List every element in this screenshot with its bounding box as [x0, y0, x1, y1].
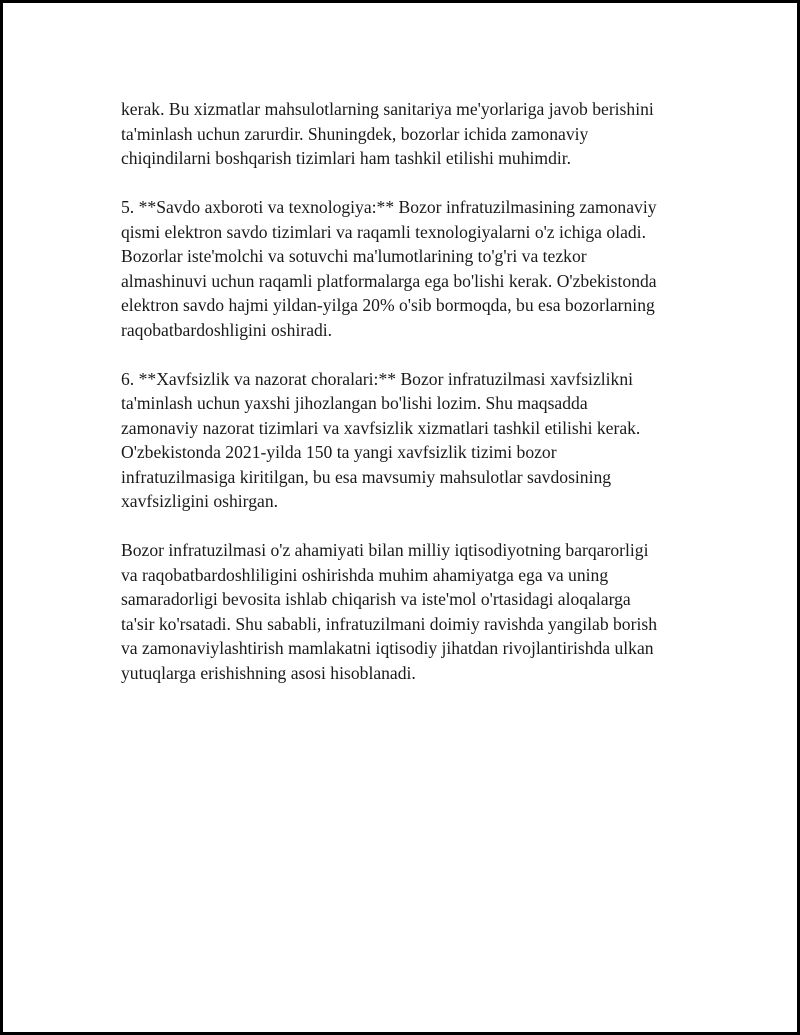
- paragraph-sanitation-continued: [121, 97, 691, 171]
- text-line: ta'minlash uchun zarurdir. Shuningdek, bozorlar ichida zamonaviy: [121, 123, 589, 144]
- text-line: Bozorlar iste'molchi va sotuvchi ma'lumotlarining to'g'ri va tezkor: [121, 246, 587, 266]
- text-line: yutuqlarga erishishning asosi hisoblanadi.: [121, 662, 416, 683]
- text-line: samaradorligi bevosita ishlab chiqarish va iste'mol o'rtasidagi aloqalarga: [121, 589, 631, 609]
- text-line: 5. **Savdo axboroti va texnologiya:** Bozor infratuzilmasining zamonaviy: [121, 197, 657, 217]
- text-line: infratuzilmasiga kiritilgan, bu esa mavsumiy mahsulotlar savdosining: [121, 466, 612, 487]
- text-line: xavfsizligini oshirgan.: [121, 491, 279, 511]
- text-line: 6. **Xavfsizlik va nazorat choralari:** Bozor infratuzilmasi xavfsizlikni: [121, 368, 634, 389]
- paragraph-trade-information-technology: [121, 195, 691, 342]
- text-line: O'zbekistonda 2021-yilda 150 ta yangi xavfsizlik tizimi bozor: [121, 442, 557, 462]
- paragraph-security-control: [121, 367, 691, 514]
- text-line: qismi elektron savdo tizimlari va raqamli texnologiyalarni o'z ichiga oladi.: [121, 221, 646, 242]
- text-line: va zamonaviylashtirish mamlakatni iqtisodiy jihatdan rivojlantirishda ulkan: [121, 638, 654, 658]
- text-line: Bozor infratuzilmasi o'z ahamiyati bilan milliy iqtisodiyotning barqarorligi: [121, 540, 649, 560]
- paragraph-conclusion: [121, 538, 691, 685]
- text-line: ta'minlash uchun yaxshi jihozlangan bo'lishi lozim. Shu maqsadda: [121, 393, 588, 413]
- text-line: almashinuvi uchun raqamli platformalarga ega bo'lishi kerak. O'zbekistonda: [121, 270, 657, 291]
- text-line: kerak. Bu xizmatlar mahsulotlarning sanitariya me'yorlariga javob berishini: [121, 99, 654, 119]
- text-line: zamonaviy nazorat tizimlari va xavfsizlik xizmatlari tashkil etilishi kerak.: [121, 417, 641, 438]
- text-line: ta'sir ko'rsatadi. Shu sababli, infratuzilmani doimiy ravishda yangilab borish: [121, 613, 657, 634]
- text-line: chiqindilarni boshqarish tizimlari ham tashkil etilishi muhimdir.: [121, 148, 572, 168]
- text-line: elektron savdo hajmi yildan-yilga 20% o'sib bormoqda, bu esa bozorlarning: [121, 295, 655, 315]
- document-body: [121, 97, 691, 685]
- text-line: va raqobatbardoshliligini oshirishda muhim ahamiyatga ega va uning: [121, 564, 609, 585]
- text-line: raqobatbardoshligini oshiradi.: [121, 319, 333, 340]
